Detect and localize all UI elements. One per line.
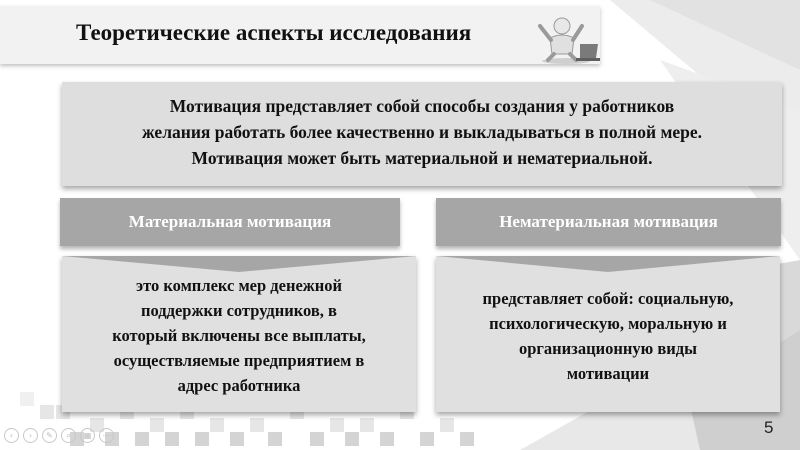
text-line: осуществляемые предприятием в: [113, 351, 365, 370]
intro-text: [82, 93, 762, 171]
pen-icon[interactable]: ✎: [42, 428, 57, 443]
down-arrow-icon: [436, 256, 780, 276]
text-line: психологическую, моральную и: [489, 314, 727, 333]
material-motivation-label: Материальная мотивация: [128, 212, 332, 231]
text-line: который включены все выплаты,: [112, 326, 366, 345]
text-line: организационную виды: [519, 339, 697, 358]
nonmaterial-motivation-label: Нематериальная мотивация: [499, 212, 718, 231]
material-motivation-header: [60, 198, 400, 246]
more-icon[interactable]: ⋯: [99, 428, 114, 443]
zoom-icon[interactable]: ⌕: [61, 428, 76, 443]
nonmaterial-motivation-text: [444, 286, 772, 386]
material-motivation-box: [62, 256, 416, 412]
figure-with-laptop-icon: [536, 14, 602, 64]
material-motivation-text: [70, 273, 408, 398]
intro-line: желания работать более качественно и выкладываться в полной мере.: [141, 122, 703, 142]
text-line: мотивации: [566, 364, 650, 383]
text-line: поддержки сотрудников, в: [141, 301, 337, 320]
grid-icon[interactable]: ▦: [80, 428, 95, 443]
presentation-controls: [4, 428, 114, 443]
text-line: это комплекс мер денежной: [135, 276, 343, 295]
intro-line: Мотивация представляет собой способы создания у работников: [169, 96, 675, 116]
text-line: представляет собой: социальную,: [482, 289, 734, 308]
nonmaterial-motivation-header: [436, 198, 781, 246]
chevron-right-icon[interactable]: ›: [23, 428, 38, 443]
intro-box: [62, 82, 782, 186]
text-line: адрес работника: [177, 376, 301, 395]
page-number: 5: [764, 418, 774, 437]
intro-line: Мотивация может быть материальной и нематериальной.: [191, 148, 653, 168]
down-arrow-icon: [62, 256, 416, 276]
chevron-left-icon[interactable]: ‹: [4, 428, 19, 443]
slide-title: Теоретические аспекты исследования: [76, 20, 472, 45]
nonmaterial-motivation-box: [436, 256, 780, 412]
